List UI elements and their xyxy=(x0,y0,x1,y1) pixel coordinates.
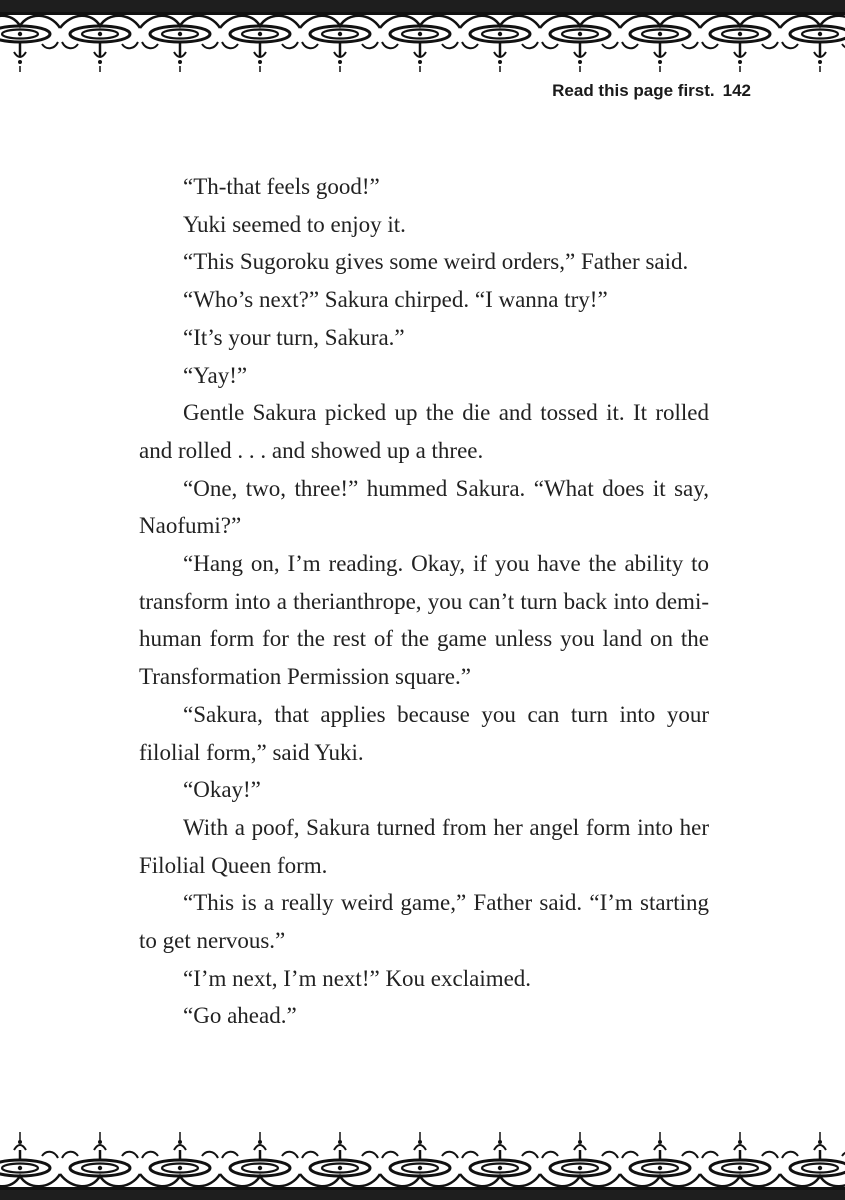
paragraph: “Okay!” xyxy=(183,777,261,803)
paragraph: “Hang on, I’m reading. Okay, if you have the ability to transform into a therianthrope, you can’t turn back into demi-human form for the rest of the game unless you land on the Transformation Permission square.” xyxy=(139,551,709,690)
bottom-frame-bar xyxy=(0,1190,845,1200)
page-number: 142 xyxy=(722,81,751,100)
paragraph: “This is a really weird game,” Father said. “I’m starting to get nervous.” xyxy=(139,890,709,954)
paragraph: “This Sugoroku gives some weird orders,” Father said. xyxy=(183,249,689,275)
bottom-ornamental-border xyxy=(0,1128,845,1190)
top-frame-bar xyxy=(0,0,845,12)
paragraph: “Sakura, that applies because you can turn into your filolial form,” said Yuki. xyxy=(139,701,709,765)
paragraph: Yuki seemed to enjoy it. xyxy=(183,211,406,237)
paragraph: “Who’s next?” Sakura chirped. “I wanna try!” xyxy=(183,287,608,313)
paragraph: “Th-that feels good!” xyxy=(183,174,380,199)
paragraph: Gentle Sakura picked up the die and tossed it. It rolled and rolled . . . and showed up a three. xyxy=(139,400,709,463)
paragraph: “Yay!” xyxy=(183,362,248,388)
paragraph: “It’s your turn, Sakura.” xyxy=(183,324,405,350)
paragraph: With a poof, Sakura turned from her angel form into her Filolial Queen form. xyxy=(139,814,709,878)
paragraph: “Go ahead.” xyxy=(183,1003,297,1029)
top-ornamental-border xyxy=(0,12,845,78)
paragraph: “One, two, three!” hummed Sakura. “What does it say, Naofumi?” xyxy=(139,475,709,539)
running-header xyxy=(552,81,751,101)
paragraph: “I’m next, I’m next!” Kou exclaimed. xyxy=(183,965,532,991)
header-title: Read this page first. xyxy=(552,81,715,100)
body-text xyxy=(139,168,709,1035)
